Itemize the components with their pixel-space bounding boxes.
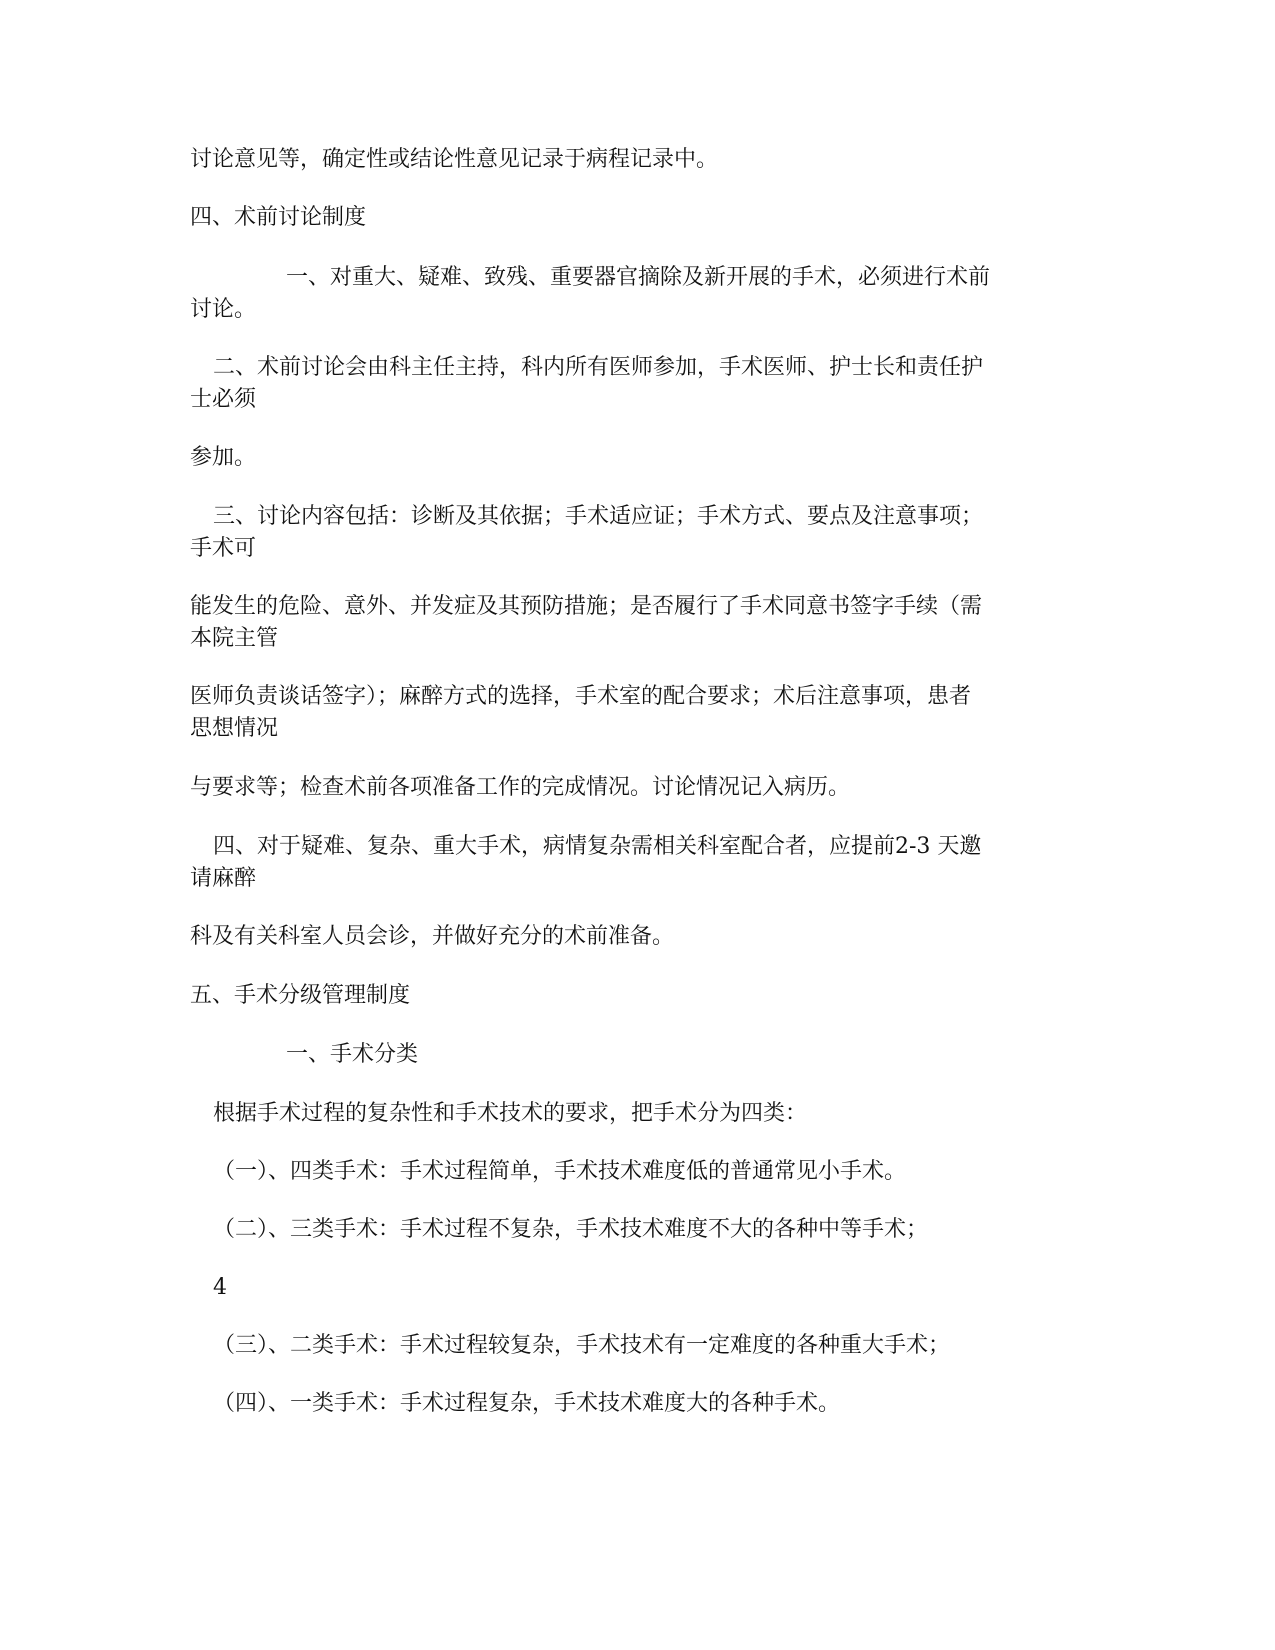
- list-item: （二）、三类手术：手术过程不复杂，手术技术难度不大的各种中等手术；: [213, 1217, 929, 1242]
- text-line: 能发生的危险、意外、并发症及其预防措施；是否履行了手术同意书签字手续（需: [190, 594, 983, 619]
- text-line: 讨论意见等，确定性或结论性意见记录于病程记录中。: [190, 147, 719, 172]
- text-line: 与要求等；检查术前各项准备工作的完成情况。讨论情况记入病历。: [190, 775, 851, 800]
- text-line: 根据手术过程的复杂性和手术技术的要求，把手术分为四类：: [213, 1101, 808, 1126]
- text-line: 请麻醉: [190, 866, 257, 891]
- text-line: 讨论。: [190, 297, 257, 322]
- text-line: 二、术前讨论会由科主任主持，科内所有医师参加，手术医师、护士长和责任护: [213, 355, 984, 380]
- list-item: （三）、二类手术：手术过程较复杂，手术技术有一定难度的各种重大手术；: [213, 1333, 951, 1358]
- text-line: 三、讨论内容包括：诊断及其依据；手术适应证；手术方式、要点及注意事项；: [213, 504, 984, 529]
- text-line: 士必须: [190, 387, 257, 412]
- list-item: （四）、一类手术：手术过程复杂，手术技术难度大的各种手术。: [213, 1391, 841, 1416]
- list-item: （一）、四类手术：手术过程简单，手术技术难度低的普通常见小手术。: [213, 1159, 907, 1184]
- text-line: 一、对重大、疑难、致残、重要器官摘除及新开展的手术，必须进行术前: [286, 265, 991, 290]
- text-line: 参加。: [190, 445, 257, 470]
- text-line: 本院主管: [190, 626, 279, 651]
- text-line: 医师负责谈话签字）；麻醉方式的选择，手术室的配合要求；术后注意事项，患者: [190, 684, 972, 709]
- text-line: 手术可: [190, 536, 257, 561]
- section-heading: 五、手术分级管理制度: [190, 983, 411, 1008]
- text-line: 科及有关科室人员会诊，并做好充分的术前准备。: [190, 924, 675, 949]
- text-line: 四、对于疑难、复杂、重大手术，病情复杂需相关科室配合者，应提前2-3 天邀: [213, 834, 982, 859]
- text-line: 思想情况: [190, 716, 279, 741]
- section-heading: 四、术前讨论制度: [190, 205, 367, 230]
- sub-heading: 一、手术分类: [286, 1042, 419, 1067]
- page-number: 4: [213, 1275, 227, 1300]
